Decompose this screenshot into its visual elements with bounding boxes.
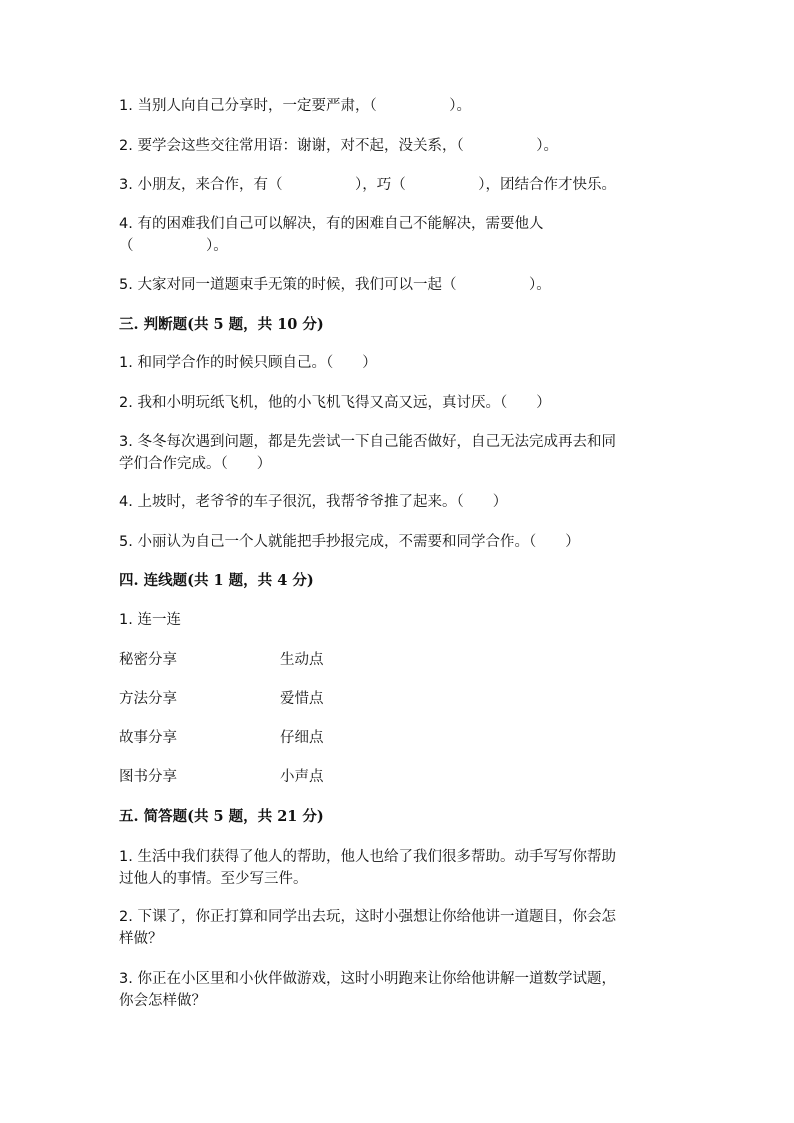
fill-blank-question-1: 1. 当别人向自己分享时，一定要严肃，（ ）。 (119, 98, 471, 114)
section-heading-judge: 三. 判断题(共 5 题，共 10 分) (119, 316, 324, 333)
fill-blank-question-2: 2. 要学会这些交往常用语：谢谢，对不起，没关系，（ ）。 (119, 138, 558, 154)
judge-question-2: 2. 我和小明玩纸飞机，他的小飞机飞得又高又远，真讨厌。（ ） (119, 395, 551, 411)
matching-left-item: 图书分享 (119, 769, 177, 785)
fill-blank-question-4-line-1: 4. 有的困难我们自己可以解决，有的困难自己不能解决，需要他人 (119, 216, 544, 232)
judge-question-5: 5. 小丽认为自己一个人就能把手抄报完成，不需要和同学合作。（ ） (119, 534, 580, 550)
short-answer-question-2-line-2: 样做？ (119, 931, 163, 947)
matching-left-item: 方法分享 (119, 691, 177, 707)
short-answer-question-1-line-2: 过他人的事情。至少写三件。 (119, 871, 308, 887)
short-answer-question-1-line-1: 1. 生活中我们获得了他人的帮助，他人也给了我们很多帮助。动手写写你帮助 (119, 849, 616, 865)
short-answer-question-3-line-1: 3. 你正在小区里和小伙伴做游戏，这时小明跑来让你给他讲解一道数学试题， (119, 971, 616, 987)
fill-blank-question-3: 3. 小朋友，来合作，有（ ），巧（ ），团结合作才快乐。 (119, 177, 616, 193)
matching-right-item: 小声点 (280, 769, 324, 785)
judge-question-4: 4. 上坡时，老爷爷的车子很沉，我帮爷爷推了起来。（ ） (119, 494, 508, 510)
section-heading-matching: 四. 连线题(共 1 题，共 4 分) (119, 572, 314, 589)
matching-right-item: 生动点 (280, 652, 324, 668)
judge-question-3-line-1: 3. 冬冬每次遇到问题，都是先尝试一下自己能否做好，自己无法完成再去和同 (119, 434, 616, 450)
short-answer-question-2-line-1: 2. 下课了，你正打算和同学出去玩，这时小强想让你给他讲一道题目，你会怎 (119, 909, 616, 925)
matching-left-item: 故事分享 (119, 730, 177, 746)
short-answer-question-3-line-2: 你会怎样做？ (119, 993, 206, 1009)
matching-right-item: 爱惜点 (280, 691, 324, 707)
fill-blank-question-4-line-2: （ ）。 (119, 238, 228, 254)
fill-blank-question-5: 5. 大家对同一道题束手无策的时候，我们可以一起（ ）。 (119, 277, 551, 293)
judge-question-3-line-2: 学们合作完成。（ ） (119, 456, 272, 472)
matching-right-item: 仔细点 (280, 730, 324, 746)
section-heading-short-answer: 五. 简答题(共 5 题，共 21 分) (119, 808, 324, 825)
matching-left-item: 秘密分享 (119, 652, 177, 668)
judge-question-1: 1. 和同学合作的时候只顾自己。（ ） (119, 355, 377, 371)
matching-question: 1. 连一连 (119, 612, 181, 628)
